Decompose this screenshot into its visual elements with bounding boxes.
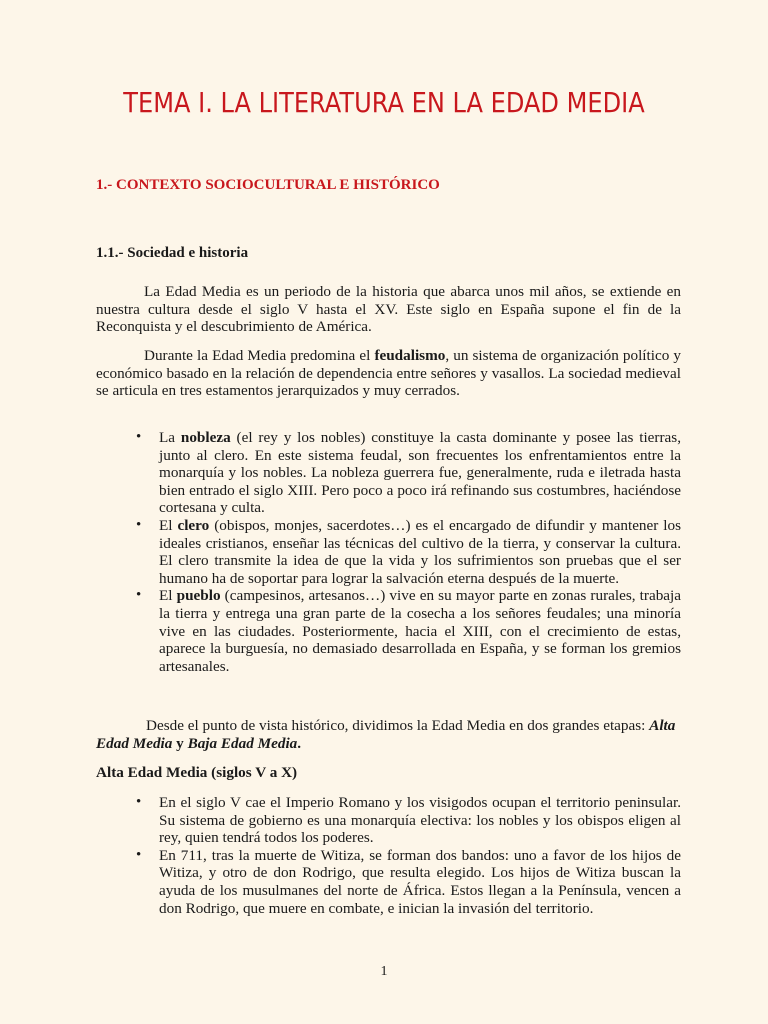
paragraph-feudalismo: Durante la Edad Media predomina el feudalismo, un sistema de organización político y económico basado en la relación de dependencia entre señores y vasallos. La sociedad medieval se articula en tres estamentos jerarquizados y muy cerrados. (96, 347, 681, 400)
page-number: 1 (380, 964, 388, 979)
term-alta-edad-media: Alta Edad Media (96, 717, 676, 752)
paragraph-etapas: Desde el punto de vista histórico, dividimos la Edad Media en dos grandes etapas: Alta Edad Media y Baja Edad Media. (96, 717, 676, 752)
term-feudalismo: feudalismo (374, 347, 446, 364)
alta-edad-media-list (96, 794, 681, 917)
document-title: TEMA I. LA LITERATURA EN LA EDAD MEDIA (123, 86, 645, 119)
term-clero: clero (177, 516, 210, 534)
list-item: • En el siglo V cae el Imperio Romano y los visigodos ocupan el territorio peninsular. Su sistema de gobierno es una monarquía electiva: los nobles y los obispos eligen al rey, quien tendrá todos los poderes. (136, 794, 681, 847)
term-nobleza: nobleza (180, 429, 231, 446)
term-baja-edad-media: Baja Edad Media (187, 734, 298, 752)
list-item: • El pueblo (campesinos, artesanos…) vive en su mayor parte en zonas rurales, trabaja la tierra y entrega una gran parte de la cosecha a los señores feudales; una minoría vive en las ciudades. Posteriormente, hacia el XIII, con el crecimiento de estas, aparece la burguesía, no demasiado desarrollada en España, y se forman los gremios artesanales. (136, 587, 682, 675)
subsection-heading: 1.1.- Sociedad e historia (96, 245, 249, 261)
alta-edad-media-heading: Alta Edad Media (siglos V a X) (96, 764, 298, 781)
term-pueblo: pueblo (176, 587, 221, 605)
bullet-icon: • (136, 587, 142, 604)
bullet-icon: • (136, 794, 142, 810)
list-item: • La nobleza (el rey y los nobles) constituye la casta dominante y posee las tierras, junto al clero. En este sistema feudal, son frecuentes los enfrentamientos entre la monarquía y los nobles. La nobleza guerrera fue, generalmente, ruda e iletrada hasta bien entrado el siglo XIII. Pero poco a poco irá refinando sus costumbres, haciéndose cortesana y culta. (136, 429, 681, 517)
list-item: • En 711, tras la muerte de Witiza, se forman dos bandos: uno a favor de los hijos de Witiza, y otro de don Rodrigo, que resulta elegido. Los hijos de Witiza buscan la ayuda de los musulmanes del norte de África. Estos llegan a la Península, vencen a don Rodrigo, que muere en combate, e inician la invasión del territorio. (136, 846, 681, 917)
bullet-icon: • (136, 429, 142, 445)
paragraph-edad-media: La Edad Media es un periodo de la historia que abarca unos mil años, se extiende en nuestra cultura desde el siglo V hasta el XV. Este siglo en España supone el fin de la Reconquista y el descubrimiento de América. (96, 283, 681, 336)
section-heading: 1.- CONTEXTO SOCIOCULTURAL E HISTÓRICO (96, 177, 440, 193)
estamentos-list (96, 429, 681, 675)
list-item: • El clero (obispos, monjes, sacerdotes…) es el encargado de difundir y mantener los ideales cristianos, enseñar las técnicas del cultivo de la tierra, y conservar la cultura. El clero transmite la idea de que la vida y los sufrimientos son pruebas que el ser humano ha de soportar para lograr la salvación eterna después de la muerte. (136, 516, 682, 587)
bullet-icon: • (136, 516, 142, 533)
bullet-icon: • (136, 846, 142, 863)
